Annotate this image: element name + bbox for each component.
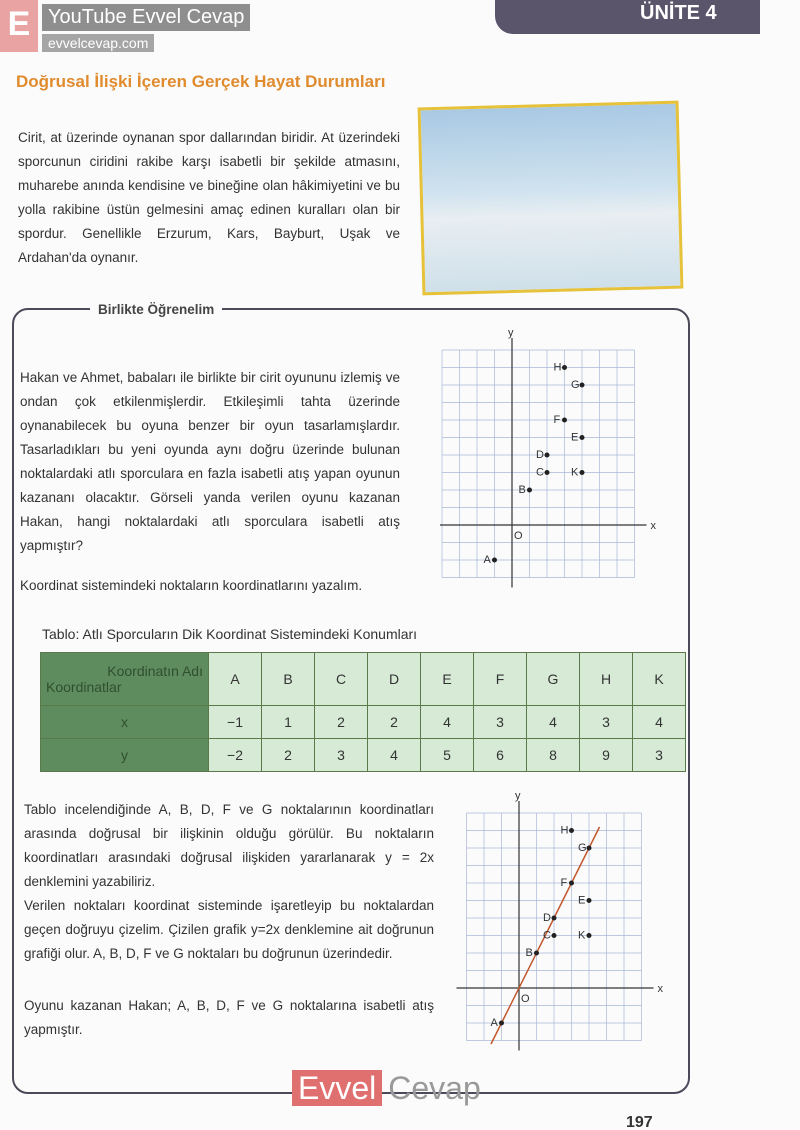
point-H bbox=[562, 365, 567, 370]
instruction-paragraph: Koordinat sistemindeki noktaların koordinatlarını yazalım. bbox=[20, 578, 363, 593]
corner-bottom-label: Koordinatlar bbox=[46, 679, 122, 695]
point-label: E bbox=[571, 431, 579, 444]
origin-label: O bbox=[521, 993, 530, 1005]
point-label: G bbox=[578, 842, 587, 854]
table-cell-n: B bbox=[262, 653, 315, 706]
point-label: A bbox=[483, 554, 491, 566]
intro-paragraph: Cirit, at üzerinde oynanan spor dallarından biridir. At üzerindeki sporcunun ciridini rakibe karşı isabetli bir şekilde atmasını, muharebe anında kendisine ve bineğine olan hâkimiyetini ve bu yolla rakibine üstün gelmesini amaç edinen kuralları olan bir spordur. Genellikle Erzurum, Kars, Bayburt, Uşak ve Ardahan'da oynanır. bbox=[18, 130, 400, 265]
point-label: F bbox=[553, 414, 561, 426]
point-A bbox=[492, 558, 497, 563]
unit-label: ÜNİTE 4 bbox=[640, 2, 717, 24]
row-label-x: x bbox=[41, 706, 209, 739]
table-cell-n: G bbox=[527, 653, 580, 706]
point-label: K bbox=[571, 466, 579, 479]
table-cell-x: 3 bbox=[580, 706, 633, 739]
table-cell-y: 8 bbox=[527, 739, 580, 772]
table-cell-x: −1 bbox=[209, 706, 262, 739]
origin-label: O bbox=[514, 530, 523, 542]
section-title: Doğrusal İlişki İçeren Gerçek Hayat Durumları bbox=[16, 72, 386, 91]
point-F bbox=[562, 418, 567, 423]
y-axis-label: y bbox=[508, 327, 514, 339]
table-cell-x: 2 bbox=[315, 706, 368, 739]
point-D bbox=[552, 916, 557, 921]
table-cell-n: F bbox=[474, 653, 527, 706]
point-label: K bbox=[578, 929, 586, 942]
point-E bbox=[580, 435, 585, 440]
table-cell-n: A bbox=[209, 653, 262, 706]
coordinate-graph-points bbox=[440, 310, 680, 600]
point-G bbox=[580, 383, 585, 388]
table-cell-x: 1 bbox=[262, 706, 315, 739]
corner-top-label: Koordinatın Adı bbox=[107, 663, 203, 679]
point-label: D bbox=[543, 912, 551, 924]
point-A bbox=[499, 1021, 504, 1026]
unit-tab bbox=[495, 0, 760, 34]
table-cell-y: 3 bbox=[315, 739, 368, 772]
point-label: H bbox=[553, 361, 562, 374]
point-label: E bbox=[578, 894, 586, 907]
footer-watermark bbox=[292, 1070, 481, 1107]
point-label: G bbox=[571, 379, 580, 391]
table-cell-y: 6 bbox=[474, 739, 527, 772]
cirit-photo bbox=[418, 101, 684, 296]
table-cell-n: E bbox=[421, 653, 474, 706]
coordinate-graph-line bbox=[450, 775, 680, 1060]
point-label: H bbox=[560, 824, 569, 837]
watermark-logo: E bbox=[0, 0, 38, 52]
coordinates-table bbox=[40, 652, 686, 772]
point-B bbox=[534, 951, 539, 956]
table-cell-y: 5 bbox=[421, 739, 474, 772]
page-number: 197 bbox=[626, 1114, 653, 1130]
table-cell-y: 9 bbox=[580, 739, 633, 772]
table-cell-x: 2 bbox=[368, 706, 421, 739]
box-title: Birlikte Öğrenelim bbox=[90, 302, 222, 317]
x-axis-label: x bbox=[650, 520, 656, 532]
table-cell-x: 3 bbox=[474, 706, 527, 739]
table-cell-y: −2 bbox=[209, 739, 262, 772]
point-C bbox=[552, 933, 557, 938]
table-corner bbox=[41, 653, 209, 706]
point-F bbox=[569, 881, 574, 886]
problem-paragraph: Hakan ve Ahmet, babaları ile birlikte bir cirit oyununu izlemiş ve ondan çok etkilenmişlerdir. Etkileşimli tahta üzerinde oynanabilecek bu oyuna benzer bir oyun tasarlamışlardır. Tasarladıkları bu yeni oyunda aynı doğru üzerinde bulunan noktalardaki atlı sporculara en fazla isabetli atış yapan oyunun kazananı olacaktır. Görseli yanda verilen oyunu kazanan Hakan, hangi noktalardaki atlı sporculara isabetli atış yapmıştır? bbox=[20, 370, 400, 553]
watermark-title: YouTube Evvel Cevap bbox=[42, 4, 250, 31]
point-label: A bbox=[490, 1017, 498, 1029]
analysis-paragraph: Tablo incelendiğinde A, B, D, F ve G noktalarının koordinatları arasında doğrusal bir ilişkinin olduğu görülür. Bu noktaların koordinatları arasındaki doğrusal ilişkiden yararlanarak y = 2x denklemini yazabiliriz. bbox=[24, 802, 434, 889]
point-K bbox=[580, 470, 585, 475]
table-cell-n: D bbox=[368, 653, 421, 706]
table-cell-x: 4 bbox=[421, 706, 474, 739]
table-cell-n: C bbox=[315, 653, 368, 706]
point-K bbox=[587, 933, 592, 938]
x-axis-label: x bbox=[657, 983, 663, 995]
point-C bbox=[545, 470, 550, 475]
footer-logo-a: Evvel bbox=[292, 1070, 382, 1106]
table-cell-y: 3 bbox=[633, 739, 686, 772]
point-label: D bbox=[536, 449, 544, 461]
table-cell-x: 4 bbox=[527, 706, 580, 739]
table-cell-y: 2 bbox=[262, 739, 315, 772]
y-axis-label: y bbox=[515, 790, 521, 802]
point-E bbox=[587, 898, 592, 903]
point-D bbox=[545, 453, 550, 458]
point-label: F bbox=[560, 877, 568, 889]
conclusion-paragraph: Oyunu kazanan Hakan; A, B, D, F ve G noktalarına isabetli atış yapmıştır. bbox=[24, 998, 434, 1037]
footer-logo-b: Cevap bbox=[388, 1070, 481, 1106]
point-label: C bbox=[543, 929, 551, 942]
point-label: B bbox=[525, 947, 533, 959]
table-cell-n: K bbox=[633, 653, 686, 706]
row-label-y: y bbox=[41, 739, 209, 772]
table-cell-y: 4 bbox=[368, 739, 421, 772]
point-G bbox=[587, 846, 592, 851]
table-cell-n: H bbox=[580, 653, 633, 706]
point-label: C bbox=[536, 466, 544, 479]
table-caption: Tablo: Atlı Sporcuların Dik Koordinat Sistemindeki Konumları bbox=[42, 626, 418, 642]
graph-paragraph: Verilen noktaları koordinat sisteminde işaretleyip bu noktalardan geçen doğruyu çizelim. Çizilen grafik y=2x denklemine ait doğrunun grafiği olur. A, B, D, F ve G noktaları bu doğrunun üzerindedir. bbox=[24, 898, 434, 961]
point-H bbox=[569, 828, 574, 833]
watermark-url: evvelcevap.com bbox=[42, 34, 154, 52]
point-B bbox=[527, 488, 532, 493]
point-label: B bbox=[518, 484, 526, 496]
table-cell-x: 4 bbox=[633, 706, 686, 739]
